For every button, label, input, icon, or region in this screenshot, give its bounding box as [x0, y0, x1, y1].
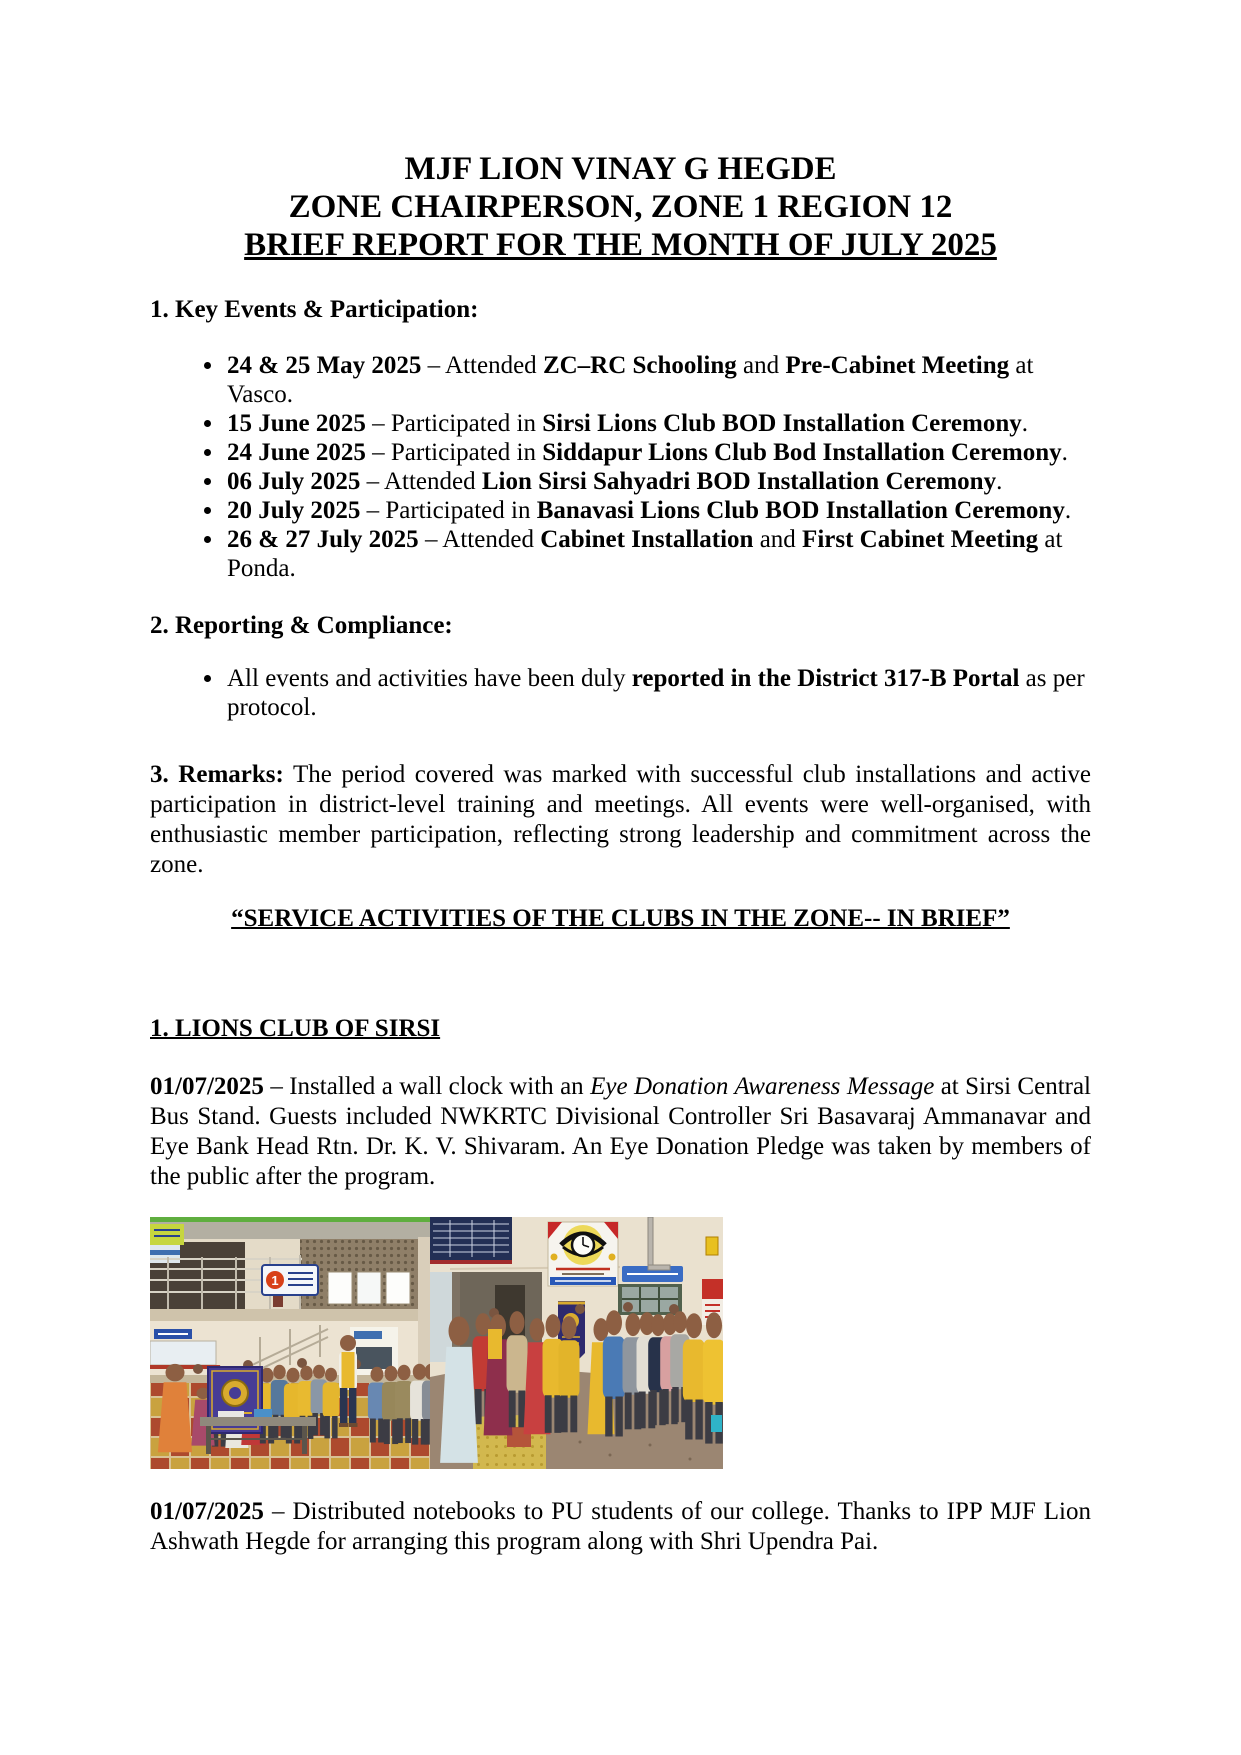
section-heading-key-events: 1. Key Events & Participation:: [150, 296, 479, 323]
reporting-item: • All events and activities have been duly reported in the District 317-B Portal as per protocol.: [225, 664, 1091, 722]
wall-pipe: [648, 1217, 653, 1267]
key-event-item: • 24 June 2025 – Participated in Siddapur Lions Club Bod Installation Ceremony.: [225, 438, 1091, 467]
bus-timetable-board: [430, 1217, 512, 1264]
key-event-item: • 24 & 25 May 2025 – Attended ZC–RC Schooling and Pre-Cabinet Meeting at Vasco.: [225, 351, 1091, 409]
sirsi-activity-paragraph-2: 01/07/2025 – Distributed notebooks to PU students of our college. Thanks to IPP MJF Lion Ashwath Hegde for arranging this program along with Shri Upendra Pai.: [150, 1498, 1091, 1555]
sirsi-activity-paragraph-1: 01/07/2025 – Installed a wall clock with an Eye Donation Awareness Message at Sirsi Central Bus Stand. Guests included NWKRTC Divisional Controller Sri Basavaraj Ammanavar and Eye Bank Head Rtn. Dr. K. V. Shivaram. An Eye Donation Pledge was taken by members of the public after the program.: [150, 1073, 1092, 1190]
bus-stand-group-photo: [150, 1217, 723, 1469]
eye-donation-poster: [548, 1222, 618, 1286]
key-event-item: • 06 July 2025 – Attended Lion Sirsi Sahyadri BOD Installation Ceremony.: [225, 467, 1091, 496]
service-activities-header: “SERVICE ACTIVITIES OF THE CLUBS IN THE ZONE-- IN BRIEF”: [231, 905, 1010, 932]
reporting-list: [150, 664, 1091, 722]
event-photo-composite: [150, 1217, 723, 1469]
key-events-list: [150, 351, 1091, 583]
remarks-paragraph: 3. Remarks: The period covered was marked with successful club installations and active participation in district-level training and meetings. All events were well-organised, with enthusiastic member participation, reflecting strong leadership and commitment across the zone.: [150, 761, 1092, 878]
report-title-block: [150, 150, 1091, 264]
key-event-item: • 20 July 2025 – Participated in Banavasi Lions Club BOD Installation Ceremony.: [225, 496, 1091, 525]
platform-1-sign: [262, 1265, 318, 1295]
club-heading-sirsi: 1. LIONS CLUB OF SIRSI: [150, 1015, 441, 1042]
teal-bag: [711, 1415, 722, 1432]
key-event-item: • 26 & 27 July 2025 – Attended Cabinet Installation and First Cabinet Meeting at Ponda.: [225, 525, 1091, 583]
document-content: [150, 0, 1091, 1557]
svg-text:1: 1: [271, 1273, 279, 1288]
key-event-item: • 15 June 2025 – Participated in Sirsi Lions Club BOD Installation Ceremony.: [225, 409, 1091, 438]
right-photo-eye-donation-wall: [430, 1217, 723, 1469]
report-title-line1: MJF LION VINAY G HEGDE: [404, 151, 837, 187]
report-title-line3: BRIEF REPORT FOR THE MONTH OF JULY 2025: [244, 227, 997, 263]
left-photo-bus-stand-interior: [150, 1217, 440, 1469]
report-title-line2: ZONE CHAIRPERSON, ZONE 1 REGION 12: [288, 189, 953, 225]
section-heading-reporting: 2. Reporting & Compliance:: [150, 612, 453, 639]
